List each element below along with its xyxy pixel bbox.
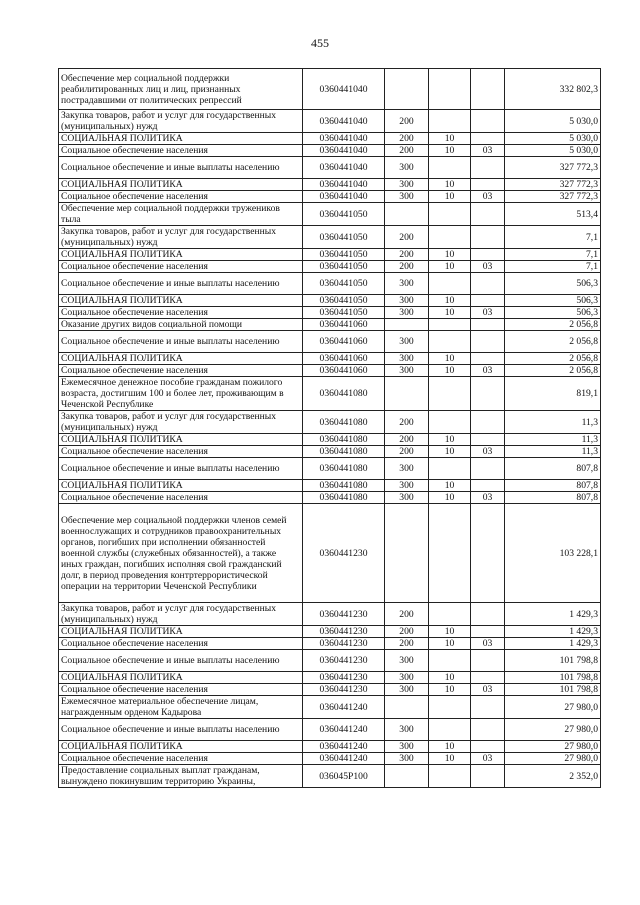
row-sum-cell: 5 030,0: [505, 133, 601, 145]
row-name-cell: СОЦИАЛЬНАЯ ПОЛИТИКА: [59, 672, 303, 684]
row-expense-type-cell: 300: [385, 684, 429, 696]
row-expense-type-cell: 200: [385, 249, 429, 261]
row-section-cell: [429, 319, 471, 331]
row-subsection-cell: [471, 765, 505, 788]
table-row: [59, 719, 601, 741]
row-expense-type-cell: 300: [385, 480, 429, 492]
row-section-cell: [429, 719, 471, 741]
row-code-cell: 0360441060: [303, 353, 385, 365]
row-name-cell: Закупка товаров, работ и услуг для государственных (муниципальных) нужд: [59, 226, 303, 249]
row-sum-cell: 27 980,0: [505, 719, 601, 741]
table-row: [59, 765, 601, 788]
row-expense-type-cell: 300: [385, 353, 429, 365]
row-sum-cell: 7,1: [505, 261, 601, 273]
row-name-cell: Закупка товаров, работ и услуг для государственных (муниципальных) нужд: [59, 603, 303, 626]
table-row: [59, 434, 601, 446]
row-name-cell: Социальное обеспечение и иные выплаты населению: [59, 650, 303, 672]
table-row: [59, 110, 601, 133]
row-subsection-cell: [471, 353, 505, 365]
row-expense-type-cell: 300: [385, 157, 429, 179]
row-subsection-cell: [471, 377, 505, 411]
table-row: [59, 331, 601, 353]
row-subsection-cell: [471, 69, 505, 110]
row-sum-cell: 7,1: [505, 249, 601, 261]
row-sum-cell: 5 030,0: [505, 110, 601, 133]
table-row: [59, 377, 601, 411]
row-section-cell: [429, 110, 471, 133]
row-expense-type-cell: [385, 69, 429, 110]
row-section-cell: [429, 696, 471, 719]
row-sum-cell: 101 798,8: [505, 650, 601, 672]
row-code-cell: 0360441040: [303, 133, 385, 145]
row-code-cell: 036045Р100: [303, 765, 385, 788]
row-code-cell: 0360441050: [303, 226, 385, 249]
row-subsection-cell: [471, 133, 505, 145]
row-subsection-cell: [471, 319, 505, 331]
row-name-cell: СОЦИАЛЬНАЯ ПОЛИТИКА: [59, 249, 303, 261]
row-name-cell: Социальное обеспечение населения: [59, 446, 303, 458]
row-expense-type-cell: 200: [385, 446, 429, 458]
row-code-cell: 0360441040: [303, 191, 385, 203]
row-sum-cell: 327 772,3: [505, 179, 601, 191]
row-name-cell: Предоставление социальных выплат гражданам, вынуждено покинувшим территорию Украины,: [59, 765, 303, 788]
row-expense-type-cell: 300: [385, 307, 429, 319]
table-row: [59, 226, 601, 249]
row-section-cell: [429, 226, 471, 249]
row-expense-type-cell: 300: [385, 719, 429, 741]
row-subsection-cell: [471, 434, 505, 446]
table-row: [59, 626, 601, 638]
row-sum-cell: 513,4: [505, 203, 601, 226]
row-section-cell: 10: [429, 672, 471, 684]
row-name-cell: Социальное обеспечение и иные выплаты населению: [59, 331, 303, 353]
row-expense-type-cell: 300: [385, 191, 429, 203]
row-subsection-cell: [471, 480, 505, 492]
row-expense-type-cell: 300: [385, 741, 429, 753]
row-subsection-cell: [471, 603, 505, 626]
row-sum-cell: 7,1: [505, 226, 601, 249]
row-code-cell: 0360441080: [303, 434, 385, 446]
row-sum-cell: 101 798,8: [505, 672, 601, 684]
row-expense-type-cell: 200: [385, 603, 429, 626]
row-subsection-cell: 03: [471, 638, 505, 650]
row-subsection-cell: [471, 650, 505, 672]
row-name-cell: Закупка товаров, работ и услуг для государственных (муниципальных) нужд: [59, 411, 303, 434]
row-code-cell: 0360441080: [303, 377, 385, 411]
row-code-cell: 0360441240: [303, 741, 385, 753]
table-row: [59, 492, 601, 504]
row-subsection-cell: 03: [471, 365, 505, 377]
row-expense-type-cell: 200: [385, 434, 429, 446]
row-name-cell: СОЦИАЛЬНАЯ ПОЛИТИКА: [59, 626, 303, 638]
row-code-cell: 0360441050: [303, 261, 385, 273]
row-sum-cell: 506,3: [505, 273, 601, 295]
row-sum-cell: 327 772,3: [505, 157, 601, 179]
row-name-cell: СОЦИАЛЬНАЯ ПОЛИТИКА: [59, 295, 303, 307]
table-row: [59, 480, 601, 492]
row-subsection-cell: [471, 626, 505, 638]
row-section-cell: [429, 650, 471, 672]
row-subsection-cell: [471, 295, 505, 307]
row-subsection-cell: [471, 504, 505, 603]
row-code-cell: 0360441040: [303, 157, 385, 179]
row-name-cell: СОЦИАЛЬНАЯ ПОЛИТИКА: [59, 741, 303, 753]
row-name-cell: Обеспечение мер социальной поддержки тружеников тыла: [59, 203, 303, 226]
row-subsection-cell: [471, 226, 505, 249]
row-code-cell: 0360441060: [303, 365, 385, 377]
row-section-cell: [429, 157, 471, 179]
row-name-cell: Оказание других видов социальной помощи: [59, 319, 303, 331]
table-row: [59, 458, 601, 480]
row-subsection-cell: 03: [471, 261, 505, 273]
row-expense-type-cell: [385, 203, 429, 226]
row-code-cell: 0360441240: [303, 696, 385, 719]
row-subsection-cell: [471, 741, 505, 753]
row-subsection-cell: [471, 203, 505, 226]
row-subsection-cell: [471, 696, 505, 719]
row-section-cell: [429, 411, 471, 434]
row-subsection-cell: [471, 249, 505, 261]
row-expense-type-cell: 200: [385, 411, 429, 434]
row-sum-cell: 27 980,0: [505, 696, 601, 719]
row-expense-type-cell: 200: [385, 145, 429, 157]
table-row: [59, 650, 601, 672]
row-sum-cell: 1 429,3: [505, 626, 601, 638]
row-subsection-cell: 03: [471, 753, 505, 765]
row-subsection-cell: [471, 331, 505, 353]
budget-table: [58, 68, 601, 788]
row-name-cell: Обеспечение мер социальной поддержки реабилитированных лиц и лиц, признанных пострадавшими от политических репрессий: [59, 69, 303, 110]
row-section-cell: 10: [429, 133, 471, 145]
row-name-cell: Социальное обеспечение и иные выплаты населению: [59, 458, 303, 480]
row-section-cell: [429, 458, 471, 480]
row-name-cell: СОЦИАЛЬНАЯ ПОЛИТИКА: [59, 133, 303, 145]
row-section-cell: 10: [429, 684, 471, 696]
row-sum-cell: 2 056,8: [505, 319, 601, 331]
row-name-cell: Социальное обеспечение населения: [59, 191, 303, 203]
table-row: [59, 191, 601, 203]
row-code-cell: 0360441080: [303, 480, 385, 492]
row-section-cell: [429, 504, 471, 603]
row-code-cell: 0360441240: [303, 753, 385, 765]
row-expense-type-cell: 300: [385, 331, 429, 353]
row-name-cell: СОЦИАЛЬНАЯ ПОЛИТИКА: [59, 353, 303, 365]
row-subsection-cell: [471, 273, 505, 295]
row-sum-cell: 819,1: [505, 377, 601, 411]
table-row: [59, 446, 601, 458]
row-expense-type-cell: [385, 377, 429, 411]
row-name-cell: СОЦИАЛЬНАЯ ПОЛИТИКА: [59, 179, 303, 191]
row-sum-cell: 332 802,3: [505, 69, 601, 110]
row-expense-type-cell: 200: [385, 110, 429, 133]
table-row: [59, 504, 601, 603]
row-code-cell: 0360441230: [303, 504, 385, 603]
row-code-cell: 0360441040: [303, 145, 385, 157]
row-name-cell: Социальное обеспечение населения: [59, 365, 303, 377]
row-code-cell: 0360441050: [303, 295, 385, 307]
row-name-cell: Закупка товаров, работ и услуг для государственных (муниципальных) нужд: [59, 110, 303, 133]
row-sum-cell: 1 429,3: [505, 603, 601, 626]
row-name-cell: Социальное обеспечение населения: [59, 684, 303, 696]
row-section-cell: [429, 377, 471, 411]
row-code-cell: 0360441050: [303, 203, 385, 226]
table-row: [59, 411, 601, 434]
row-name-cell: Социальное обеспечение населения: [59, 492, 303, 504]
row-sum-cell: 27 980,0: [505, 741, 601, 753]
row-section-cell: 10: [429, 480, 471, 492]
row-sum-cell: 11,3: [505, 446, 601, 458]
row-name-cell: Социальное обеспечение населения: [59, 753, 303, 765]
table-row: [59, 319, 601, 331]
row-section-cell: [429, 203, 471, 226]
row-expense-type-cell: [385, 319, 429, 331]
row-expense-type-cell: 300: [385, 365, 429, 377]
row-expense-type-cell: 200: [385, 261, 429, 273]
row-subsection-cell: [471, 458, 505, 480]
budget-table-body: [59, 69, 601, 788]
row-section-cell: 10: [429, 638, 471, 650]
row-name-cell: Ежемесячное денежное пособие гражданам пожилого возраста, достигшим 100 и более лет, проживающим в Чеченской Республике: [59, 377, 303, 411]
row-expense-type-cell: 200: [385, 638, 429, 650]
table-row: [59, 179, 601, 191]
row-section-cell: [429, 331, 471, 353]
page-number: 455: [311, 36, 329, 50]
row-name-cell: СОЦИАЛЬНАЯ ПОЛИТИКА: [59, 434, 303, 446]
row-section-cell: 10: [429, 261, 471, 273]
table-row: [59, 145, 601, 157]
row-sum-cell: 27 980,0: [505, 753, 601, 765]
row-expense-type-cell: [385, 765, 429, 788]
row-code-cell: 0360441060: [303, 331, 385, 353]
row-name-cell: Обеспечение мер социальной поддержки членов семей военнослужащих и сотрудников правоохранительных органов, погибших при исполнении обязанностей военной службы (служебных обязанностей), а также иных граждан, погибших исполняя свой гражданский долг, в период проведения контртеррористической операции на территории Чеченской Республики: [59, 504, 303, 603]
row-subsection-cell: 03: [471, 145, 505, 157]
row-section-cell: 10: [429, 145, 471, 157]
row-section-cell: [429, 69, 471, 110]
row-section-cell: 10: [429, 741, 471, 753]
row-code-cell: 0360441050: [303, 273, 385, 295]
row-name-cell: Социальное обеспечение и иные выплаты населению: [59, 273, 303, 295]
row-sum-cell: 11,3: [505, 411, 601, 434]
row-sum-cell: 807,8: [505, 492, 601, 504]
row-expense-type-cell: 300: [385, 492, 429, 504]
row-name-cell: Социальное обеспечение населения: [59, 307, 303, 319]
row-section-cell: [429, 603, 471, 626]
table-row: [59, 684, 601, 696]
row-code-cell: 0360441040: [303, 110, 385, 133]
row-code-cell: 0360441230: [303, 603, 385, 626]
row-subsection-cell: [471, 110, 505, 133]
table-row: [59, 273, 601, 295]
row-code-cell: 0360441050: [303, 307, 385, 319]
table-row: [59, 353, 601, 365]
row-section-cell: 10: [429, 307, 471, 319]
row-section-cell: 10: [429, 295, 471, 307]
table-row: [59, 157, 601, 179]
row-name-cell: СОЦИАЛЬНАЯ ПОЛИТИКА: [59, 480, 303, 492]
row-section-cell: 10: [429, 492, 471, 504]
row-expense-type-cell: 300: [385, 650, 429, 672]
table-row: [59, 69, 601, 110]
row-sum-cell: 2 056,8: [505, 365, 601, 377]
row-section-cell: 10: [429, 626, 471, 638]
row-sum-cell: 11,3: [505, 434, 601, 446]
row-name-cell: Социальное обеспечение и иные выплаты населению: [59, 157, 303, 179]
row-expense-type-cell: 300: [385, 179, 429, 191]
row-code-cell: 0360441040: [303, 69, 385, 110]
row-name-cell: Социальное обеспечение и иные выплаты населению: [59, 719, 303, 741]
row-expense-type-cell: 300: [385, 753, 429, 765]
row-code-cell: 0360441080: [303, 411, 385, 434]
row-sum-cell: 101 798,8: [505, 684, 601, 696]
row-expense-type-cell: 200: [385, 133, 429, 145]
row-subsection-cell: 03: [471, 307, 505, 319]
row-sum-cell: 103 228,1: [505, 504, 601, 603]
table-row: [59, 696, 601, 719]
row-code-cell: 0360441230: [303, 650, 385, 672]
row-subsection-cell: 03: [471, 446, 505, 458]
row-subsection-cell: 03: [471, 191, 505, 203]
table-row: [59, 672, 601, 684]
row-name-cell: Социальное обеспечение населения: [59, 145, 303, 157]
table-row: [59, 133, 601, 145]
row-section-cell: 10: [429, 249, 471, 261]
table-row: [59, 203, 601, 226]
table-row: [59, 741, 601, 753]
row-expense-type-cell: [385, 696, 429, 719]
row-code-cell: 0360441080: [303, 492, 385, 504]
row-expense-type-cell: 200: [385, 226, 429, 249]
row-sum-cell: 327 772,3: [505, 191, 601, 203]
row-subsection-cell: 03: [471, 492, 505, 504]
table-row: [59, 365, 601, 377]
table-row: [59, 638, 601, 650]
row-code-cell: 0360441040: [303, 179, 385, 191]
row-expense-type-cell: 300: [385, 672, 429, 684]
row-section-cell: [429, 273, 471, 295]
row-code-cell: 0360441230: [303, 638, 385, 650]
row-expense-type-cell: 300: [385, 273, 429, 295]
row-code-cell: 0360441080: [303, 458, 385, 480]
row-code-cell: 0360441050: [303, 249, 385, 261]
row-expense-type-cell: [385, 504, 429, 603]
row-subsection-cell: [471, 179, 505, 191]
row-code-cell: 0360441230: [303, 672, 385, 684]
row-subsection-cell: [471, 672, 505, 684]
row-sum-cell: 506,3: [505, 307, 601, 319]
row-subsection-cell: [471, 157, 505, 179]
row-subsection-cell: [471, 719, 505, 741]
table-row: [59, 261, 601, 273]
row-expense-type-cell: 300: [385, 295, 429, 307]
table-row: [59, 603, 601, 626]
table-row: [59, 753, 601, 765]
row-sum-cell: 807,8: [505, 458, 601, 480]
row-sum-cell: 5 030,0: [505, 145, 601, 157]
row-code-cell: 0360441230: [303, 684, 385, 696]
row-sum-cell: 807,8: [505, 480, 601, 492]
row-section-cell: 10: [429, 179, 471, 191]
row-name-cell: Социальное обеспечение населения: [59, 638, 303, 650]
row-section-cell: 10: [429, 753, 471, 765]
row-code-cell: 0360441060: [303, 319, 385, 331]
row-sum-cell: 1 429,3: [505, 638, 601, 650]
table-row: [59, 307, 601, 319]
row-sum-cell: 506,3: [505, 295, 601, 307]
row-expense-type-cell: 200: [385, 626, 429, 638]
row-section-cell: 10: [429, 446, 471, 458]
row-section-cell: 10: [429, 365, 471, 377]
row-subsection-cell: 03: [471, 684, 505, 696]
table-row: [59, 249, 601, 261]
row-name-cell: Социальное обеспечение населения: [59, 261, 303, 273]
row-code-cell: 0360441240: [303, 719, 385, 741]
row-sum-cell: 2 352,0: [505, 765, 601, 788]
row-section-cell: 10: [429, 191, 471, 203]
row-name-cell: Ежемесячное материальное обеспечение лицам, награжденным орденом Кадырова: [59, 696, 303, 719]
row-code-cell: 0360441080: [303, 446, 385, 458]
row-section-cell: 10: [429, 353, 471, 365]
row-subsection-cell: [471, 411, 505, 434]
row-section-cell: [429, 765, 471, 788]
table-row: [59, 295, 601, 307]
row-section-cell: 10: [429, 434, 471, 446]
row-code-cell: 0360441230: [303, 626, 385, 638]
row-expense-type-cell: 300: [385, 458, 429, 480]
row-sum-cell: 2 056,8: [505, 331, 601, 353]
row-sum-cell: 2 056,8: [505, 353, 601, 365]
